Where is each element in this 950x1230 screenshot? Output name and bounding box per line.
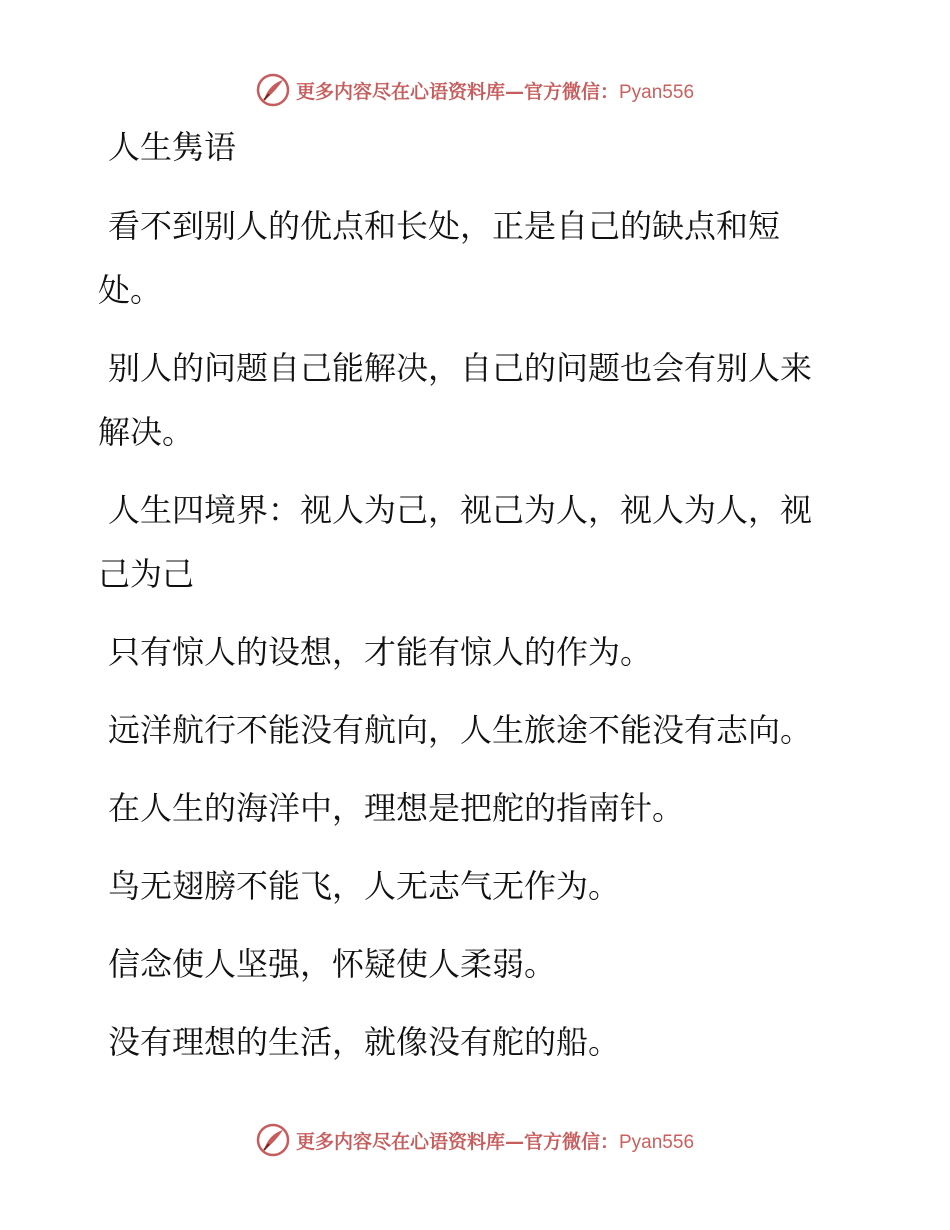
banner-label: 更多内容尽在心语资料库—官方微信：	[295, 80, 619, 103]
paragraph: 没有理想的生活，就像没有舵的船。	[108, 1023, 621, 1061]
banner-text	[296, 77, 694, 104]
footer-banner	[0, 1120, 950, 1160]
paragraph: 信念使人坚强，怀疑使人柔弱。	[108, 945, 557, 983]
paragraph: 别人的问题自己能解决，自己的问题也会有别人来解决。	[98, 349, 813, 451]
paragraph: 鸟无翅膀不能飞，人无志气无作为。	[108, 867, 621, 905]
header-banner	[0, 70, 950, 110]
paragraph: 看不到别人的优点和长处，正是自己的缺点和短处。	[98, 207, 781, 309]
document-title: 人生隽语	[108, 128, 237, 166]
quill-logo-icon	[256, 73, 290, 107]
banner-text	[296, 1127, 694, 1154]
banner-label: 更多内容尽在心语资料库—官方微信：	[295, 1130, 619, 1153]
paragraph: 只有惊人的设想，才能有惊人的作为。	[108, 633, 653, 671]
wechat-id: Pyan556	[619, 81, 695, 103]
paragraph: 在人生的海洋中，理想是把舵的指南针。	[108, 789, 685, 827]
paragraph: 人生四境界：视人为己，视己为人，视人为人，视己为己	[98, 491, 813, 593]
paragraph: 远洋航行不能没有航向，人生旅途不能没有志向。	[108, 711, 813, 749]
quill-logo-icon	[256, 1123, 290, 1157]
wechat-id: Pyan556	[619, 1131, 695, 1153]
document-body	[98, 122, 838, 1088]
